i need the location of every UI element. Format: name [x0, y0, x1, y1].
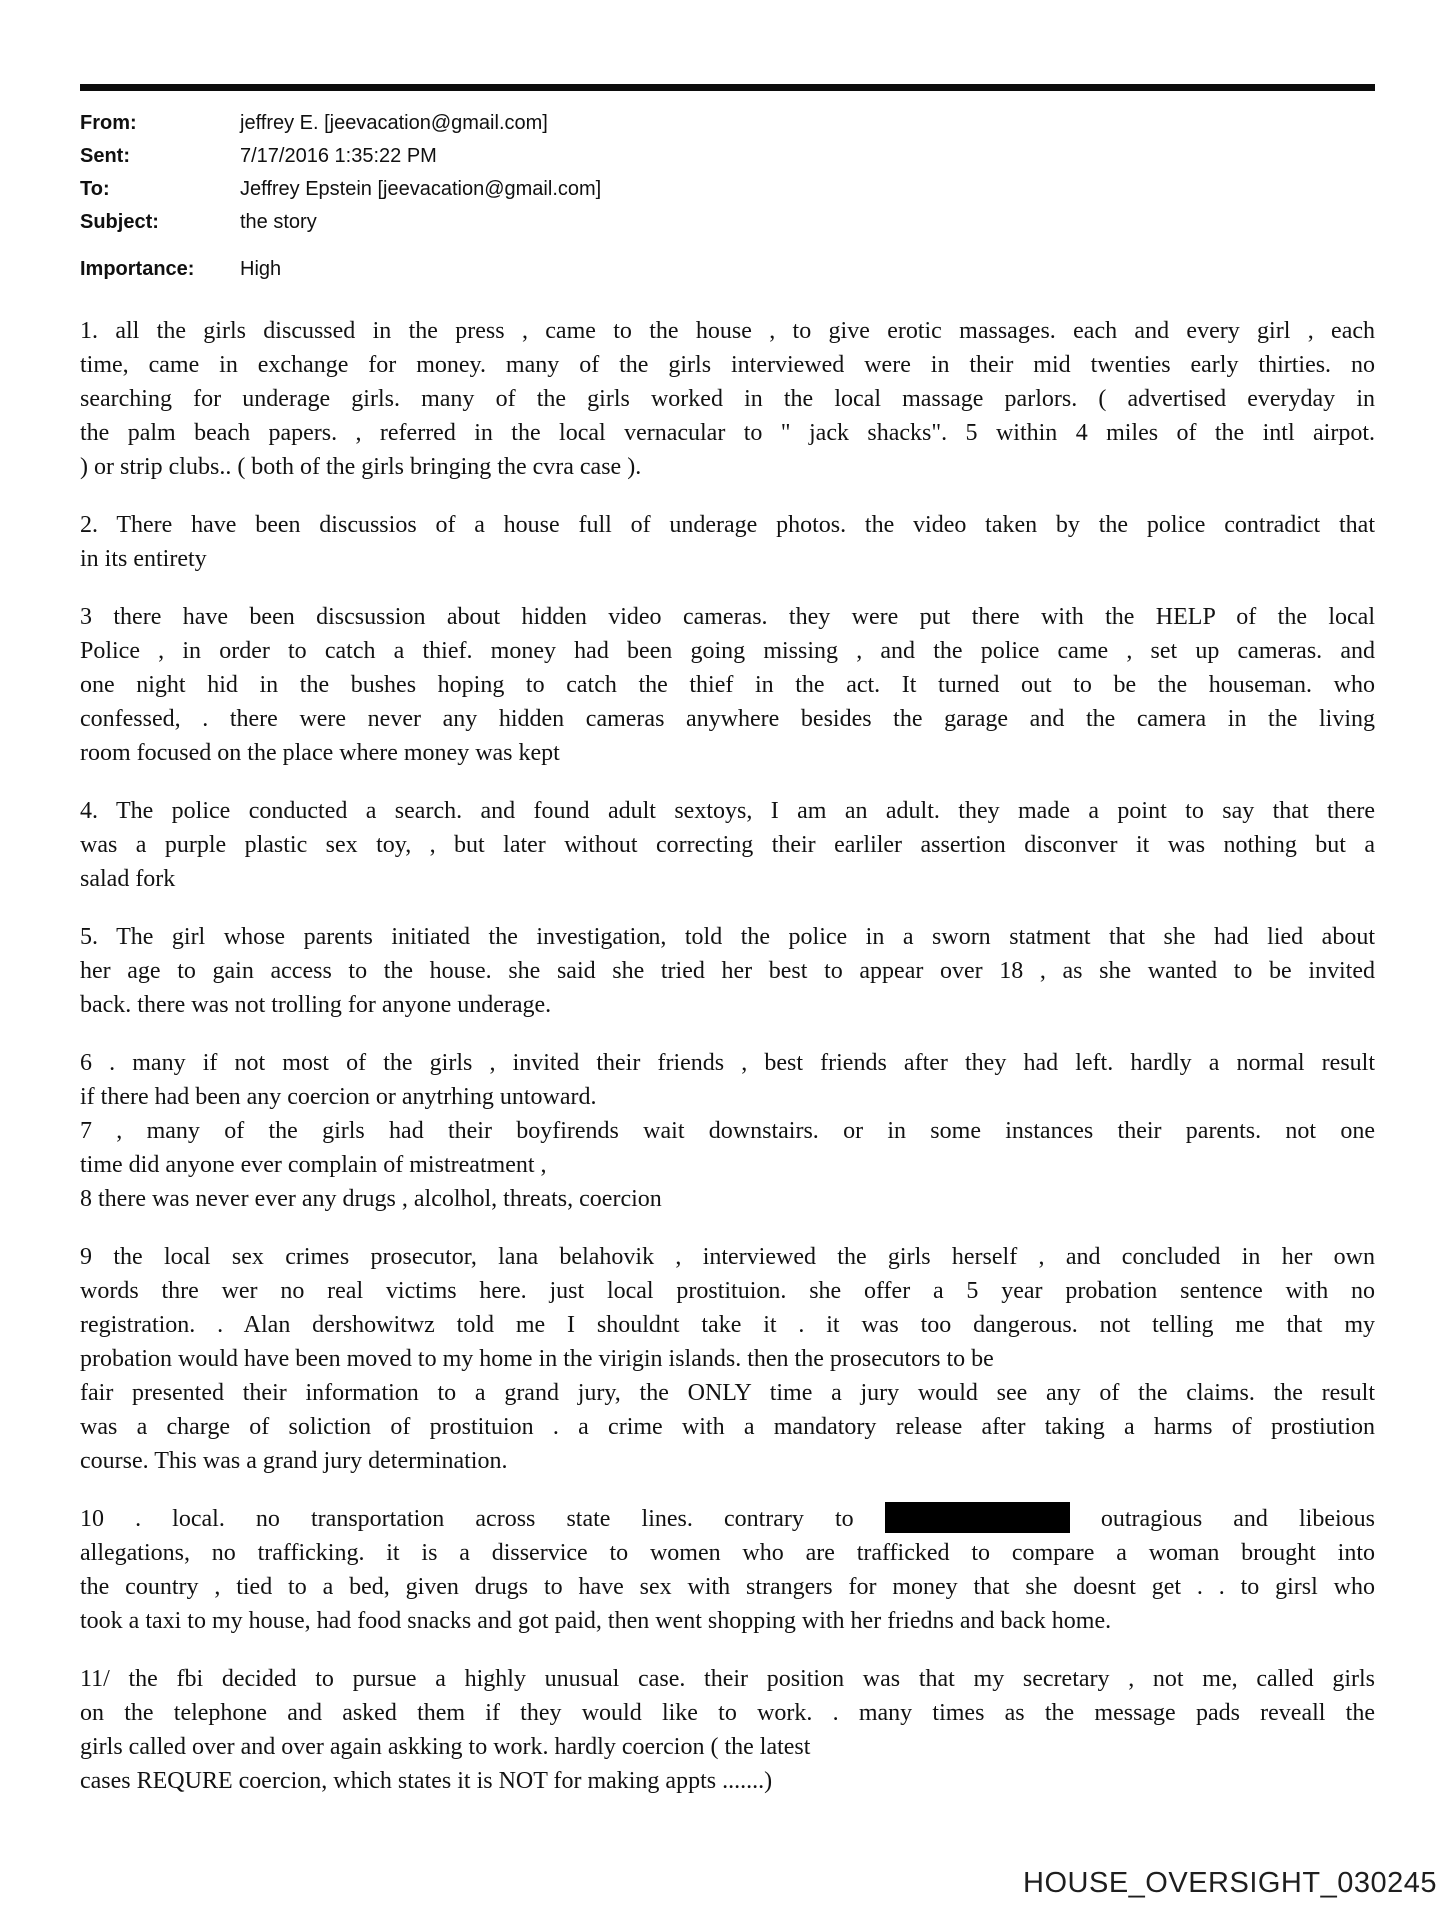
paragraph — [80, 600, 1375, 770]
body-line: salad fork — [80, 866, 176, 892]
from-label: From: — [80, 112, 137, 134]
sent-value: 7/17/2016 1:35:22 PM — [240, 145, 437, 167]
header-field-sent — [80, 140, 1375, 173]
paragraph — [80, 1662, 1375, 1798]
paragraph — [80, 1114, 1375, 1182]
subject-value: the story — [240, 211, 317, 233]
page-content — [0, 84, 1453, 1798]
paragraph — [80, 1182, 1375, 1216]
from-value: jeffrey E. [jeevacation@gmail.com] — [240, 112, 548, 134]
subject-label: Subject: — [80, 211, 159, 233]
header-field-from — [80, 107, 1375, 140]
body-line: registration. . Alan dershowitwz told me I shouldnt take it . it was too dangerous. not telling me that my — [80, 1312, 1375, 1338]
body-line: 10 . local. no transportation across state lines. contrary to outragious and libeious — [80, 1502, 1375, 1536]
sent-label: Sent: — [80, 145, 130, 167]
paragraph — [80, 508, 1375, 576]
paragraph — [80, 1502, 1375, 1638]
paragraph — [80, 1046, 1375, 1114]
body-line: ) or strip clubs.. ( both of the girls bringing the cvra case ). — [80, 454, 642, 480]
body-line: cases REQURE coercion, which states it is NOT for making appts .......) — [80, 1768, 773, 1794]
body-line: her age to gain access to the house. she said she tried her best to appear over 18 , as she wanted to be invited — [80, 958, 1375, 984]
importance-value: High — [240, 258, 282, 280]
body-line: 9 the local sex crimes prosecutor, lana belahovik , interviewed the girls herself , and concluded in her own — [80, 1244, 1375, 1270]
body-line: probation would have been moved to my home in the virigin islands. then the prosecutors to be — [80, 1346, 994, 1372]
body-line: girls called over and over again askking to work. hardly coercion ( the latest — [80, 1734, 811, 1760]
body-line: 7 , many of the girls had their boyfirends wait downstairs. or in some instances their parents. not one — [80, 1118, 1375, 1144]
body-line: 11/ the fbi decided to pursue a highly unusual case. their position was that my secretary , not me, called girls — [80, 1666, 1375, 1692]
to-value: Jeffrey Epstein [jeevacation@gmail.com] — [240, 178, 602, 200]
redaction-bar — [885, 1502, 1070, 1533]
body-line: confessed, . there were never any hidden cameras anywhere besides the garage and the camera in the living — [80, 706, 1375, 732]
email-header — [80, 107, 1375, 286]
header-field-to — [80, 173, 1375, 206]
body-line: 2. There have been discussios of a house full of underage photos. the video taken by the police contradict that — [80, 512, 1375, 538]
body-line: was a charge of soliction of prostituion . a crime with a mandatory release after taking a harms of prostiution — [80, 1414, 1375, 1440]
bates-number: HOUSE_OVERSIGHT_030245 — [1023, 1867, 1437, 1899]
paragraph — [80, 920, 1375, 1022]
paragraph — [80, 1240, 1375, 1478]
header-field-subject — [80, 206, 1375, 239]
paragraph — [80, 314, 1375, 484]
body-line: 6 . many if not most of the girls , invited their friends , best friends after they had left. hardly a normal result — [80, 1050, 1375, 1076]
body-line: 5. The girl whose parents initiated the investigation, told the police in a sworn statment that she had lied about — [80, 924, 1375, 950]
body-line: room focused on the place where money was kept — [80, 740, 560, 766]
body-line: back. there was not trolling for anyone underage. — [80, 992, 552, 1018]
body-line: allegations, no trafficking. it is a disservice to women who are trafficked to compare a woman brought into — [80, 1540, 1375, 1566]
body-line: 1. all the girls discussed in the press , came to the house , to give erotic massages. each and every girl , each — [80, 318, 1375, 344]
header-field-importance — [80, 253, 1375, 286]
body-line: time did anyone ever complain of mistreatment , — [80, 1152, 547, 1178]
body-line: searching for underage girls. many of the girls worked in the local massage parlors. ( advertised everyday in — [80, 386, 1375, 412]
body-line: 4. The police conducted a search. and found adult sextoys, I am an adult. they made a point to say that there — [80, 798, 1375, 824]
body-line: 3 there have been discsussion about hidden video cameras. they were put there with the HELP of the local — [80, 604, 1375, 630]
body-line: on the telephone and asked them if they would like to work. . many times as the message pads reveall the — [80, 1700, 1375, 1726]
body-line: the palm beach papers. , referred in the local vernacular to " jack shacks". 5 within 4 miles of the intl airpot. — [80, 420, 1375, 446]
body-line: 8 there was never ever any drugs , alcolhol, threats, coercion — [80, 1186, 662, 1212]
body-line: course. This was a grand jury determination. — [80, 1448, 508, 1474]
body-line: in its entirety — [80, 546, 207, 572]
body-line: one night hid in the bushes hoping to catch the thief in the act. It turned out to be the houseman. who — [80, 672, 1375, 698]
body-line: words thre wer no real victims here. just local prostituion. she offer a 5 year probation sentence with no — [80, 1278, 1375, 1304]
importance-label: Importance: — [80, 258, 195, 280]
body-line: if there had been any coercion or anytrhing untoward. — [80, 1084, 597, 1110]
email-body — [80, 314, 1375, 1798]
to-label: To: — [80, 178, 110, 200]
body-line: the country , tied to a bed, given drugs to have sex with strangers for money that she doesnt get . . to girsl who — [80, 1574, 1375, 1600]
body-line: fair presented their information to a grand jury, the ONLY time a jury would see any of the claims. the result — [80, 1380, 1375, 1406]
body-line: took a taxi to my house, had food snacks and got paid, then went shopping with her friedns and back home. — [80, 1608, 1112, 1634]
body-line: time, came in exchange for money. many of the girls interviewed were in their mid twenties early thirties. no — [80, 352, 1375, 378]
header-divider-rule — [80, 84, 1375, 91]
paragraph — [80, 794, 1375, 896]
body-line: was a purple plastic sex toy, , but later without correcting their earliler assertion disconver it was nothing but a — [80, 832, 1375, 858]
body-line: Police , in order to catch a thief. money had been going missing , and the police came , set up cameras. and — [80, 638, 1375, 664]
